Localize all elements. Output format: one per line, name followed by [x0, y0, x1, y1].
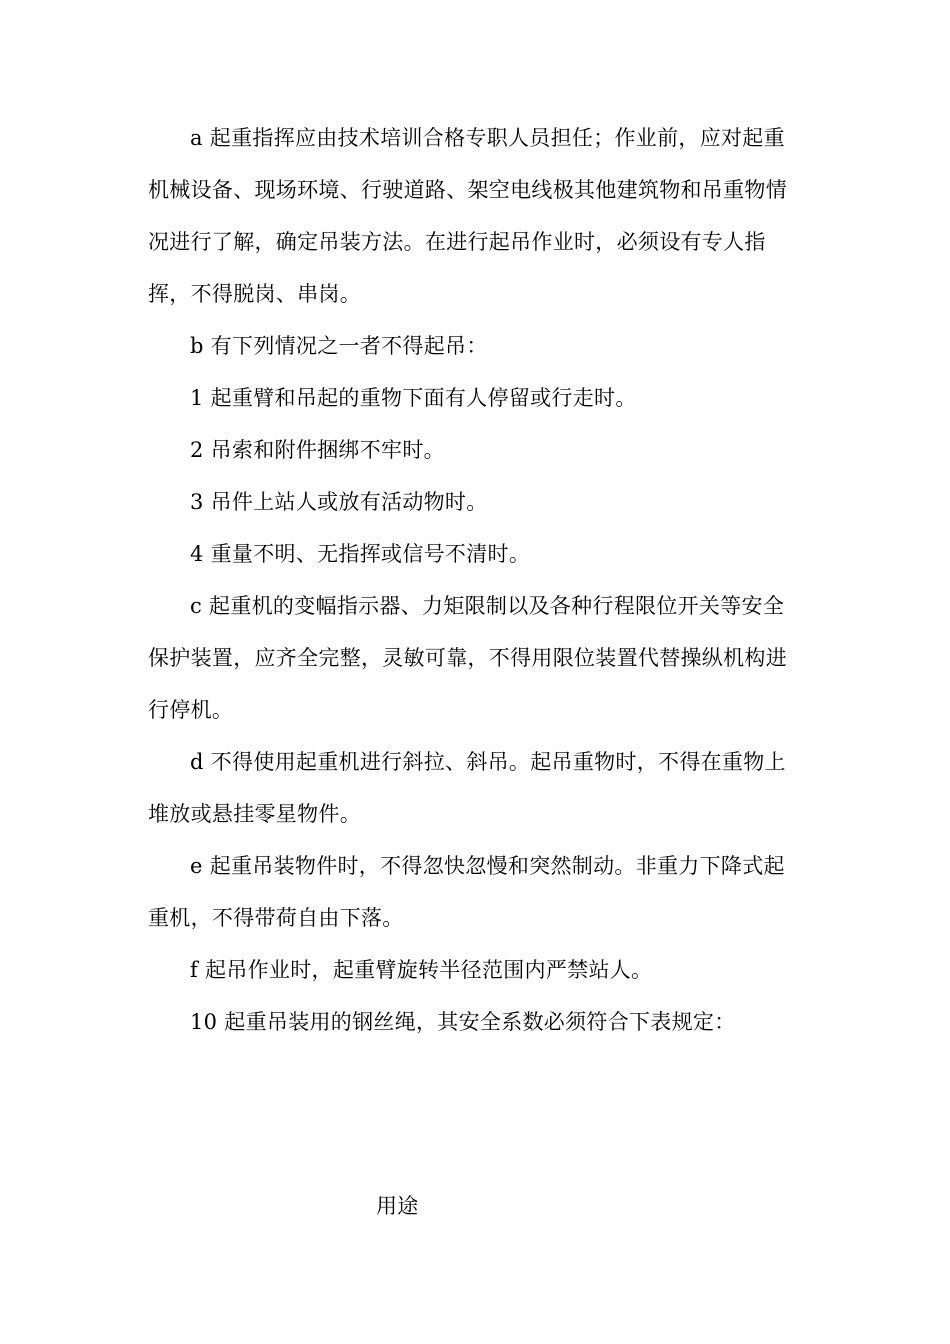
paragraph-c: c 起重机的变幅指示器、力矩限制以及各种行程限位开关等安全保护装置，应齐全完整，灵敏可靠，不得用限位装置代替操纵机构进行停机。	[148, 594, 787, 722]
paragraph-b: b 有下列情况之一者不得起吊：	[190, 334, 488, 358]
paragraph-a: a 起重指挥应由技术培训合格专职人员担任；作业前，应对起重机械设备、现场环境、行驶道路、架空电线极其他建筑物和吊重物情况进行了解，确定吊装方法。在进行起吊作业时，必须设有专人指挥，不得脱岗、串岗。	[148, 126, 787, 306]
list-item-3: 3 吊件上站人或放有活动物时。	[190, 490, 488, 514]
list-item-4: 4 重量不明、无指挥或信号不清时。	[190, 542, 531, 566]
document-body	[148, 112, 800, 1048]
list-item-1: 1 起重臂和吊起的重物下面有人停留或行走时。	[190, 386, 637, 410]
table-header-usage: 用途	[376, 1194, 419, 1218]
paragraph-f: f 起吊作业时，起重臂旋转半径范围内严禁站人。	[190, 958, 653, 982]
list-item-2: 2 吊索和附件捆绑不牢时。	[190, 438, 445, 462]
paragraph-10: 10 起重吊装用的钢丝绳，其安全系数必须符合下表规定：	[190, 1010, 736, 1034]
paragraph-e: e 起重吊装物件时，不得忽快忽慢和突然制动。非重力下降式起重机，不得带荷自由下落。	[148, 854, 785, 930]
paragraph-d: d 不得使用起重机进行斜拉、斜吊。起吊重物时，不得在重物上堆放或悬挂零星物件。	[148, 750, 786, 826]
